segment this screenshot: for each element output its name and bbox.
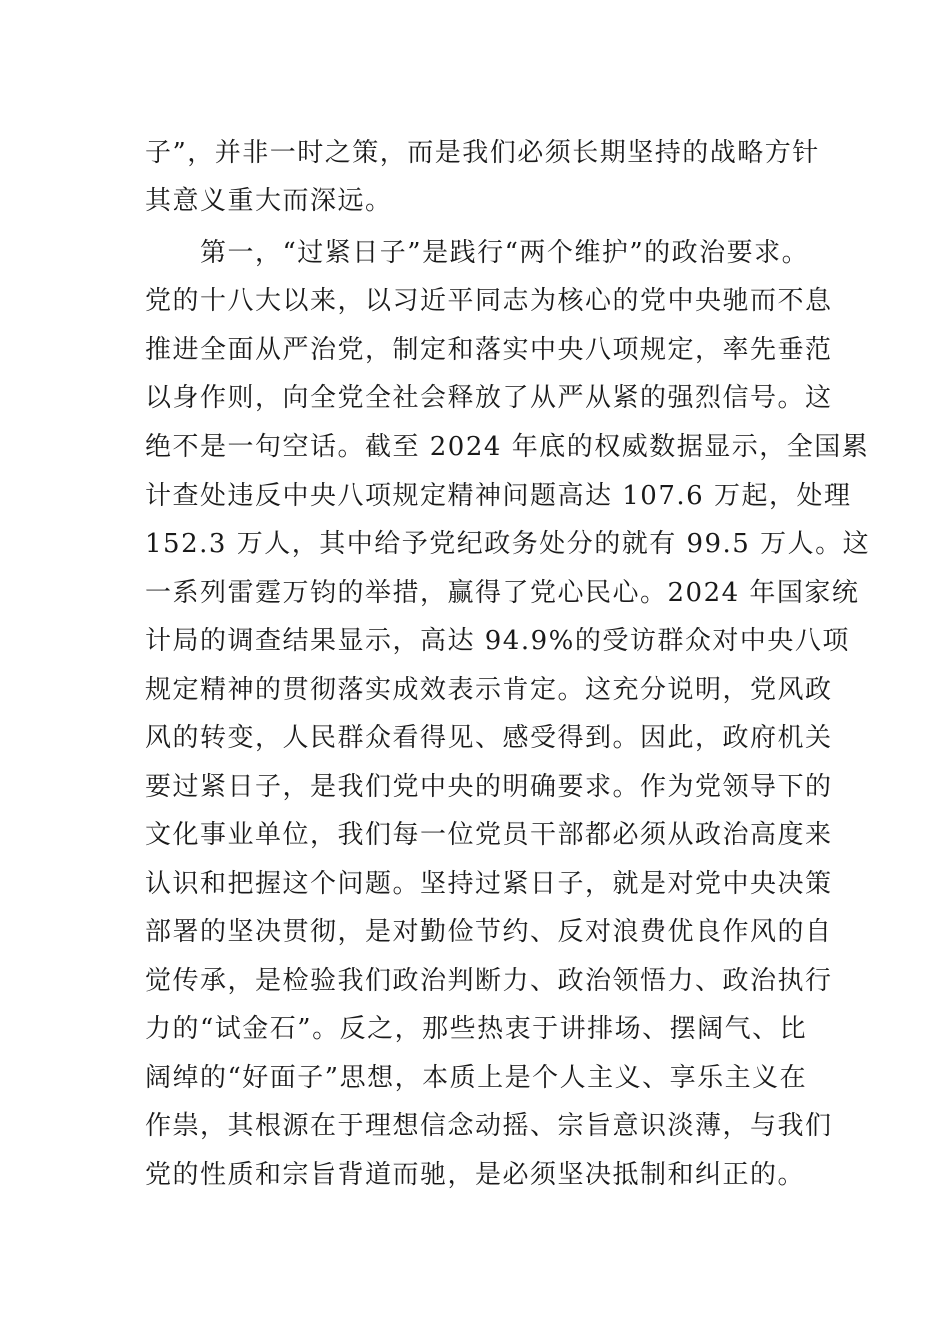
text-line: 推进全面从严治党，制定和落实中央八项规定，率先垂范: [145, 335, 833, 365]
text-line: 其意义重大而深远。: [145, 186, 393, 216]
text-line: 计查处违反中央八项规定精神问题高达 107.6 万起，处理: [145, 481, 852, 511]
text-line: 部署的坚决贯彻，是对勤俭节约、反对浪费优良作风的自: [145, 917, 833, 947]
text-line: 计局的调查结果显示，高达 94.9%的受访群众对中央八项: [145, 626, 850, 656]
text-line: 要过紧日子，是我们党中央的明确要求。作为党领导下的: [145, 772, 833, 802]
text-line: 以身作则，向全党全社会释放了从严从紧的强烈信号。这: [145, 383, 833, 413]
text-line: 党的性质和宗旨背道而驰，是必须坚决抵制和纠正的。: [145, 1160, 806, 1190]
paragraph-first-line: 第一，“过紧日子”是践行“两个维护”的政治要求。: [200, 238, 810, 268]
text-line: 一系列雷霆万钧的举措，赢得了党心民心。2024 年国家统: [145, 578, 860, 608]
text-line: 阔绰的“好面子”思想，本质上是个人主义、享乐主义在: [145, 1063, 808, 1093]
text-line: 规定精神的贯彻落实成效表示肯定。这充分说明，党风政: [145, 675, 833, 705]
text-line: 152.3 万人，其中给予党纪政务处分的就有 99.5 万人。这: [145, 529, 871, 559]
text-line: 绝不是一句空话。截至 2024 年底的权威数据显示，全国累: [145, 432, 870, 462]
text-line: 觉传承，是检验我们政治判断力、政治领悟力、政治执行: [145, 966, 833, 996]
text-line: 力的“试金石”。反之，那些热衷于讲排场、摆阔气、比: [145, 1014, 808, 1044]
text-line: 文化事业单位，我们每一位党员干部都必须从政治高度来: [145, 820, 833, 850]
text-line: 党的十八大以来，以习近平同志为核心的党中央驰而不息: [145, 286, 833, 316]
text-line: 子”，并非一时之策，而是我们必须长期坚持的战略方针: [145, 138, 820, 168]
text-line: 作祟，其根源在于理想信念动摇、宗旨意识淡薄，与我们: [145, 1111, 833, 1141]
text-line: 风的转变，人民群众看得见、感受得到。因此，政府机关: [145, 723, 833, 753]
text-line: 认识和把握这个问题。坚持过紧日子，就是对党中央决策: [145, 869, 833, 899]
